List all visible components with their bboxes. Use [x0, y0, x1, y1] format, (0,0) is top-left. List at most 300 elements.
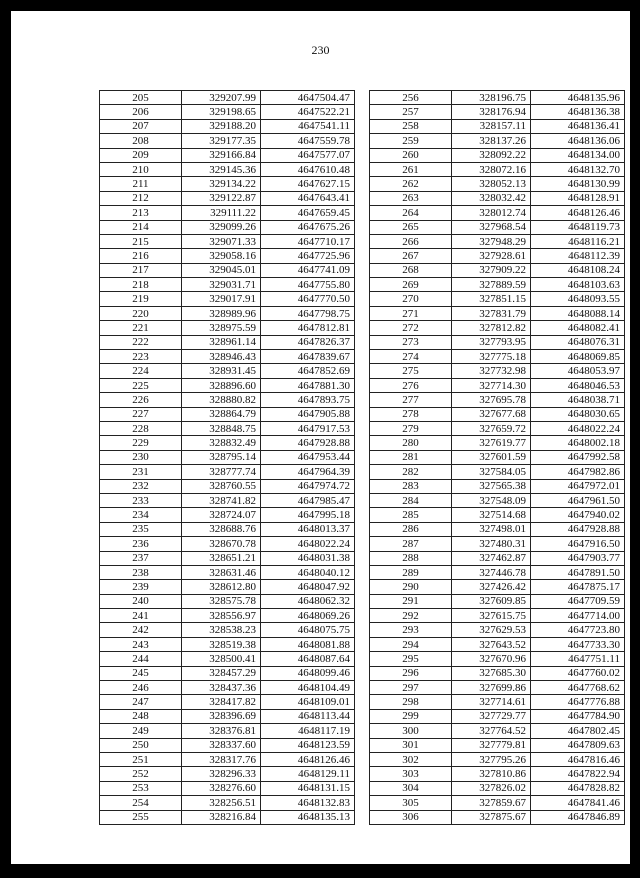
x-coordinate-cell: 328317.76 [182, 752, 261, 766]
point-number-cell: 267 [370, 249, 452, 263]
table-row [100, 681, 355, 695]
x-coordinate-cell: 327729.77 [452, 709, 531, 723]
table-row [370, 537, 625, 551]
point-number-cell: 261 [370, 162, 452, 176]
x-coordinate-cell: 327615.75 [452, 609, 531, 623]
y-coordinate-cell: 4647846.89 [531, 810, 625, 824]
table-row [100, 234, 355, 248]
x-coordinate-cell: 328975.59 [182, 321, 261, 335]
point-number-cell: 260 [370, 148, 452, 162]
point-number-cell: 210 [100, 162, 182, 176]
table-row [370, 508, 625, 522]
point-number-cell: 301 [370, 738, 452, 752]
point-number-cell: 243 [100, 637, 182, 651]
point-number-cell: 218 [100, 278, 182, 292]
x-coordinate-cell: 327948.29 [452, 234, 531, 248]
x-coordinate-cell: 328651.21 [182, 551, 261, 565]
y-coordinate-cell: 4647852.69 [261, 364, 355, 378]
table-row [370, 249, 625, 263]
table-row [100, 637, 355, 651]
y-coordinate-cell: 4648093.55 [531, 292, 625, 306]
x-coordinate-cell: 328176.94 [452, 105, 531, 119]
table-row [100, 479, 355, 493]
point-number-cell: 251 [100, 752, 182, 766]
point-number-cell: 214 [100, 220, 182, 234]
table-row [370, 263, 625, 277]
table-row [370, 91, 625, 105]
x-coordinate-cell: 327629.53 [452, 623, 531, 637]
point-number-cell: 288 [370, 551, 452, 565]
table-row [100, 551, 355, 565]
x-coordinate-cell: 327779.81 [452, 738, 531, 752]
x-coordinate-cell: 328032.42 [452, 191, 531, 205]
table-row [370, 652, 625, 666]
point-number-cell: 287 [370, 537, 452, 551]
point-number-cell: 295 [370, 652, 452, 666]
y-coordinate-cell: 4647643.41 [261, 191, 355, 205]
x-coordinate-cell: 328538.23 [182, 623, 261, 637]
table-row [370, 565, 625, 579]
point-number-cell: 233 [100, 493, 182, 507]
x-coordinate-cell: 328575.78 [182, 594, 261, 608]
table-row [370, 580, 625, 594]
point-number-cell: 230 [100, 450, 182, 464]
x-coordinate-cell: 328417.82 [182, 695, 261, 709]
table-row [100, 191, 355, 205]
y-coordinate-cell: 4647881.30 [261, 378, 355, 392]
x-coordinate-cell: 328556.97 [182, 609, 261, 623]
table-row [370, 292, 625, 306]
x-coordinate-cell: 328724.07 [182, 508, 261, 522]
y-coordinate-cell: 4647903.77 [531, 551, 625, 565]
table-row [370, 594, 625, 608]
table-row [370, 234, 625, 248]
table-row [370, 134, 625, 148]
y-coordinate-cell: 4647559.78 [261, 134, 355, 148]
point-number-cell: 303 [370, 767, 452, 781]
x-coordinate-cell: 327714.30 [452, 378, 531, 392]
x-coordinate-cell: 327795.26 [452, 752, 531, 766]
point-number-cell: 276 [370, 378, 452, 392]
point-number-cell: 232 [100, 479, 182, 493]
table-row [370, 177, 625, 191]
point-number-cell: 270 [370, 292, 452, 306]
point-number-cell: 273 [370, 335, 452, 349]
x-coordinate-cell: 327677.68 [452, 407, 531, 421]
x-coordinate-cell: 327480.31 [452, 537, 531, 551]
y-coordinate-cell: 4647985.47 [261, 493, 355, 507]
table-row [100, 436, 355, 450]
table-row [100, 278, 355, 292]
x-coordinate-cell: 328072.16 [452, 162, 531, 176]
table-row [100, 465, 355, 479]
x-coordinate-cell: 327889.59 [452, 278, 531, 292]
x-coordinate-cell: 328216.84 [182, 810, 261, 824]
point-number-cell: 268 [370, 263, 452, 277]
point-number-cell: 302 [370, 752, 452, 766]
point-number-cell: 277 [370, 393, 452, 407]
table-row [370, 105, 625, 119]
point-number-cell: 213 [100, 206, 182, 220]
coordinates-table-right [369, 90, 625, 825]
x-coordinate-cell: 328931.45 [182, 364, 261, 378]
point-number-cell: 256 [370, 91, 452, 105]
point-number-cell: 284 [370, 493, 452, 507]
y-coordinate-cell: 4647816.46 [531, 752, 625, 766]
x-coordinate-cell: 327670.96 [452, 652, 531, 666]
x-coordinate-cell: 328989.96 [182, 306, 261, 320]
y-coordinate-cell: 4647770.50 [261, 292, 355, 306]
x-coordinate-cell: 327548.09 [452, 493, 531, 507]
point-number-cell: 246 [100, 681, 182, 695]
point-number-cell: 208 [100, 134, 182, 148]
table-row [100, 565, 355, 579]
table-row [100, 306, 355, 320]
y-coordinate-cell: 4648129.11 [261, 767, 355, 781]
y-coordinate-cell: 4647809.63 [531, 738, 625, 752]
table-row [100, 623, 355, 637]
x-coordinate-cell: 328946.43 [182, 350, 261, 364]
point-number-cell: 205 [100, 91, 182, 105]
point-number-cell: 223 [100, 350, 182, 364]
point-number-cell: 225 [100, 378, 182, 392]
table-row [100, 508, 355, 522]
table-row [100, 709, 355, 723]
point-number-cell: 306 [370, 810, 452, 824]
table-row [370, 450, 625, 464]
x-coordinate-cell: 327643.52 [452, 637, 531, 651]
x-coordinate-cell: 327609.85 [452, 594, 531, 608]
point-number-cell: 216 [100, 249, 182, 263]
y-coordinate-cell: 4647733.30 [531, 637, 625, 651]
y-coordinate-cell: 4647768.62 [531, 681, 625, 695]
point-number-cell: 290 [370, 580, 452, 594]
y-coordinate-cell: 4647522.21 [261, 105, 355, 119]
y-coordinate-cell: 4648126.46 [531, 206, 625, 220]
y-coordinate-cell: 4647755.80 [261, 278, 355, 292]
y-coordinate-cell: 4647798.75 [261, 306, 355, 320]
y-coordinate-cell: 4647841.46 [531, 796, 625, 810]
y-coordinate-cell: 4648126.46 [261, 752, 355, 766]
table-row [370, 306, 625, 320]
point-number-cell: 259 [370, 134, 452, 148]
point-number-cell: 275 [370, 364, 452, 378]
table-row [100, 537, 355, 551]
x-coordinate-cell: 328961.14 [182, 335, 261, 349]
point-number-cell: 272 [370, 321, 452, 335]
point-number-cell: 305 [370, 796, 452, 810]
table-row [370, 335, 625, 349]
x-coordinate-cell: 327909.22 [452, 263, 531, 277]
x-coordinate-cell: 327775.18 [452, 350, 531, 364]
point-number-cell: 253 [100, 781, 182, 795]
table-row [370, 206, 625, 220]
y-coordinate-cell: 4647961.50 [531, 493, 625, 507]
point-number-cell: 262 [370, 177, 452, 191]
x-coordinate-cell: 328631.46 [182, 565, 261, 579]
x-coordinate-cell: 328519.38 [182, 637, 261, 651]
x-coordinate-cell: 328848.75 [182, 421, 261, 435]
point-number-cell: 228 [100, 421, 182, 435]
point-number-cell: 258 [370, 119, 452, 133]
point-number-cell: 286 [370, 522, 452, 536]
x-coordinate-cell: 327812.82 [452, 321, 531, 335]
x-coordinate-cell: 328688.76 [182, 522, 261, 536]
x-coordinate-cell: 329122.87 [182, 191, 261, 205]
y-coordinate-cell: 4648087.64 [261, 652, 355, 666]
y-coordinate-cell: 4647504.47 [261, 91, 355, 105]
point-number-cell: 299 [370, 709, 452, 723]
table-row [370, 666, 625, 680]
point-number-cell: 221 [100, 321, 182, 335]
x-coordinate-cell: 327565.38 [452, 479, 531, 493]
y-coordinate-cell: 4648131.15 [261, 781, 355, 795]
y-coordinate-cell: 4647972.01 [531, 479, 625, 493]
document-page [11, 11, 630, 864]
x-coordinate-cell: 329045.01 [182, 263, 261, 277]
x-coordinate-cell: 328137.26 [452, 134, 531, 148]
y-coordinate-cell: 4647812.81 [261, 321, 355, 335]
table-row [370, 752, 625, 766]
point-number-cell: 297 [370, 681, 452, 695]
x-coordinate-cell: 328457.29 [182, 666, 261, 680]
point-number-cell: 266 [370, 234, 452, 248]
y-coordinate-cell: 4648116.21 [531, 234, 625, 248]
x-coordinate-cell: 327446.78 [452, 565, 531, 579]
y-coordinate-cell: 4648030.65 [531, 407, 625, 421]
table-row [100, 493, 355, 507]
x-coordinate-cell: 327462.87 [452, 551, 531, 565]
table-row [370, 465, 625, 479]
point-number-cell: 207 [100, 119, 182, 133]
y-coordinate-cell: 4647541.11 [261, 119, 355, 133]
y-coordinate-cell: 4648112.39 [531, 249, 625, 263]
point-number-cell: 254 [100, 796, 182, 810]
point-number-cell: 294 [370, 637, 452, 651]
point-number-cell: 257 [370, 105, 452, 119]
table-row [100, 177, 355, 191]
table-row [100, 752, 355, 766]
point-number-cell: 285 [370, 508, 452, 522]
y-coordinate-cell: 4648130.99 [531, 177, 625, 191]
table-row [370, 810, 625, 824]
x-coordinate-cell: 328396.69 [182, 709, 261, 723]
y-coordinate-cell: 4648109.01 [261, 695, 355, 709]
y-coordinate-cell: 4648053.97 [531, 364, 625, 378]
x-coordinate-cell: 327810.86 [452, 767, 531, 781]
point-number-cell: 240 [100, 594, 182, 608]
table-row [100, 666, 355, 680]
y-coordinate-cell: 4647610.48 [261, 162, 355, 176]
y-coordinate-cell: 4647627.15 [261, 177, 355, 191]
y-coordinate-cell: 4648076.31 [531, 335, 625, 349]
table-row [370, 681, 625, 695]
table-row [370, 407, 625, 421]
x-coordinate-cell: 329198.65 [182, 105, 261, 119]
point-number-cell: 296 [370, 666, 452, 680]
x-coordinate-cell: 327426.42 [452, 580, 531, 594]
y-coordinate-cell: 4647839.67 [261, 350, 355, 364]
x-coordinate-cell: 329145.36 [182, 162, 261, 176]
x-coordinate-cell: 328864.79 [182, 407, 261, 421]
y-coordinate-cell: 4647916.50 [531, 537, 625, 551]
point-number-cell: 236 [100, 537, 182, 551]
point-number-cell: 281 [370, 450, 452, 464]
x-coordinate-cell: 327928.61 [452, 249, 531, 263]
point-number-cell: 264 [370, 206, 452, 220]
y-coordinate-cell: 4648040.12 [261, 565, 355, 579]
point-number-cell: 269 [370, 278, 452, 292]
table-row [100, 263, 355, 277]
x-coordinate-cell: 329111.22 [182, 206, 261, 220]
x-coordinate-cell: 329071.33 [182, 234, 261, 248]
page-number: 230 [311, 43, 330, 57]
point-number-cell: 245 [100, 666, 182, 680]
x-coordinate-cell: 329031.71 [182, 278, 261, 292]
table-row [100, 522, 355, 536]
x-coordinate-cell: 327851.15 [452, 292, 531, 306]
x-coordinate-cell: 327619.77 [452, 436, 531, 450]
x-coordinate-cell: 327826.02 [452, 781, 531, 795]
x-coordinate-cell: 327695.78 [452, 393, 531, 407]
y-coordinate-cell: 4648022.24 [261, 537, 355, 551]
x-coordinate-cell: 328052.13 [452, 177, 531, 191]
table-row [370, 350, 625, 364]
y-coordinate-cell: 4647928.88 [531, 522, 625, 536]
table-row [100, 364, 355, 378]
x-coordinate-cell: 328760.55 [182, 479, 261, 493]
y-coordinate-cell: 4648022.24 [531, 421, 625, 435]
x-coordinate-cell: 328196.75 [452, 91, 531, 105]
table-row [100, 609, 355, 623]
y-coordinate-cell: 4647891.50 [531, 565, 625, 579]
point-number-cell: 249 [100, 724, 182, 738]
point-number-cell: 300 [370, 724, 452, 738]
point-number-cell: 241 [100, 609, 182, 623]
x-coordinate-cell: 329166.84 [182, 148, 261, 162]
point-number-cell: 271 [370, 306, 452, 320]
y-coordinate-cell: 4648088.14 [531, 306, 625, 320]
point-number-cell: 291 [370, 594, 452, 608]
table-row [100, 335, 355, 349]
y-coordinate-cell: 4648103.63 [531, 278, 625, 292]
y-coordinate-cell: 4647751.11 [531, 652, 625, 666]
x-coordinate-cell: 328256.51 [182, 796, 261, 810]
point-number-cell: 227 [100, 407, 182, 421]
x-coordinate-cell: 328795.14 [182, 450, 261, 464]
point-number-cell: 298 [370, 695, 452, 709]
point-number-cell: 304 [370, 781, 452, 795]
y-coordinate-cell: 4648046.53 [531, 378, 625, 392]
x-coordinate-cell: 328092.22 [452, 148, 531, 162]
table-row [100, 91, 355, 105]
x-coordinate-cell: 328500.41 [182, 652, 261, 666]
table-row [100, 594, 355, 608]
table-row [100, 378, 355, 392]
table-row [100, 292, 355, 306]
table-row [100, 134, 355, 148]
point-number-cell: 212 [100, 191, 182, 205]
table-row [370, 393, 625, 407]
point-number-cell: 237 [100, 551, 182, 565]
y-coordinate-cell: 4648123.59 [261, 738, 355, 752]
point-number-cell: 229 [100, 436, 182, 450]
x-coordinate-cell: 328337.60 [182, 738, 261, 752]
y-coordinate-cell: 4648132.83 [261, 796, 355, 810]
point-number-cell: 222 [100, 335, 182, 349]
x-coordinate-cell: 329017.91 [182, 292, 261, 306]
table-row [370, 724, 625, 738]
table-row [370, 493, 625, 507]
y-coordinate-cell: 4648136.38 [531, 105, 625, 119]
y-coordinate-cell: 4647928.88 [261, 436, 355, 450]
y-coordinate-cell: 4648069.85 [531, 350, 625, 364]
table-row [100, 695, 355, 709]
point-number-cell: 206 [100, 105, 182, 119]
y-coordinate-cell: 4648104.49 [261, 681, 355, 695]
x-coordinate-cell: 327714.61 [452, 695, 531, 709]
y-coordinate-cell: 4647577.07 [261, 148, 355, 162]
table-row [370, 278, 625, 292]
y-coordinate-cell: 4648047.92 [261, 580, 355, 594]
table-row [100, 220, 355, 234]
y-coordinate-cell: 4648135.96 [531, 91, 625, 105]
table-row [370, 551, 625, 565]
y-coordinate-cell: 4647760.02 [531, 666, 625, 680]
table-row [100, 767, 355, 781]
table-row [100, 738, 355, 752]
point-number-cell: 279 [370, 421, 452, 435]
table-row [370, 623, 625, 637]
table-row [100, 407, 355, 421]
point-number-cell: 282 [370, 465, 452, 479]
table-row [370, 796, 625, 810]
point-number-cell: 283 [370, 479, 452, 493]
y-coordinate-cell: 4648082.41 [531, 321, 625, 335]
point-number-cell: 211 [100, 177, 182, 191]
y-coordinate-cell: 4647992.58 [531, 450, 625, 464]
x-coordinate-cell: 327514.68 [452, 508, 531, 522]
x-coordinate-cell: 329134.22 [182, 177, 261, 191]
y-coordinate-cell: 4648013.37 [261, 522, 355, 536]
y-coordinate-cell: 4647964.39 [261, 465, 355, 479]
x-coordinate-cell: 329099.26 [182, 220, 261, 234]
y-coordinate-cell: 4648128.91 [531, 191, 625, 205]
x-coordinate-cell: 328880.82 [182, 393, 261, 407]
x-coordinate-cell: 327793.95 [452, 335, 531, 349]
x-coordinate-cell: 327859.67 [452, 796, 531, 810]
x-coordinate-cell: 328741.82 [182, 493, 261, 507]
point-number-cell: 235 [100, 522, 182, 536]
x-coordinate-cell: 327968.54 [452, 220, 531, 234]
y-coordinate-cell: 4648136.06 [531, 134, 625, 148]
point-number-cell: 220 [100, 306, 182, 320]
x-coordinate-cell: 328276.60 [182, 781, 261, 795]
y-coordinate-cell: 4648108.24 [531, 263, 625, 277]
x-coordinate-cell: 327764.52 [452, 724, 531, 738]
table-row [370, 479, 625, 493]
y-coordinate-cell: 4647893.75 [261, 393, 355, 407]
x-coordinate-cell: 327685.30 [452, 666, 531, 680]
y-coordinate-cell: 4648113.44 [261, 709, 355, 723]
point-number-cell: 248 [100, 709, 182, 723]
x-coordinate-cell: 328896.60 [182, 378, 261, 392]
table-row [370, 378, 625, 392]
y-coordinate-cell: 4648132.70 [531, 162, 625, 176]
table-row [370, 695, 625, 709]
coordinates-table-left [99, 90, 355, 825]
y-coordinate-cell: 4647822.94 [531, 767, 625, 781]
